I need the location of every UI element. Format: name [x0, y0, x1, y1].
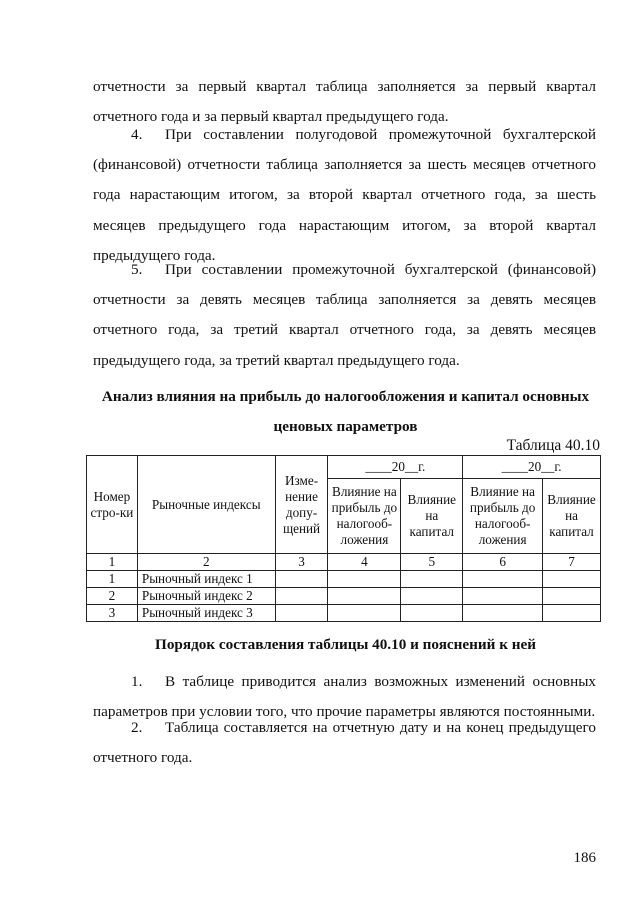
- text-line: При составлении полугодовой промежуточной бухгалтерской: [165, 126, 596, 143]
- header-profit-influence: Влияние на прибыль до налогооб-ложения: [328, 479, 401, 554]
- table-cell: [328, 588, 401, 605]
- table-row: [87, 605, 601, 622]
- table-cell: [401, 605, 463, 622]
- column-number: 1: [87, 554, 138, 571]
- row-number: 1: [87, 571, 138, 588]
- text-line: месяцев предыдущего года нарастающим итогом, за второй квартал: [93, 216, 596, 234]
- text-line: предыдущего года.: [93, 246, 216, 264]
- text-line: При составлении промежуточной бухгалтерской (финансовой): [165, 261, 596, 278]
- header-market-indices: Рыночные индексы: [137, 456, 275, 554]
- header-year-current: ____20__г.: [328, 456, 463, 479]
- table-caption: Таблица 40.10: [506, 437, 600, 454]
- paragraph-number: 4.: [131, 126, 143, 143]
- paragraph-4: [93, 120, 596, 271]
- text-line: В таблице приводится анализ возможных изменений основных: [165, 673, 596, 690]
- text-line: (финансовой) отчетности таблица заполняется за шесть месяцев отчетного: [93, 156, 596, 174]
- paragraph-5: [93, 255, 596, 376]
- page-number: 186: [573, 850, 596, 866]
- section-heading-procedure: Порядок составления таблицы 40.10 и пояснений к ней: [155, 636, 536, 653]
- text-line: отчетности за девять месяцев таблица заполняется за девять месяцев: [93, 291, 596, 309]
- heading-line: ценовых параметров: [273, 418, 418, 435]
- market-index-table: [86, 455, 601, 622]
- table-cell: [463, 588, 543, 605]
- text-line-first: [93, 713, 596, 743]
- header-year-previous: ____20__г.: [463, 456, 601, 479]
- column-number: 4: [328, 554, 401, 571]
- table-cell: [328, 571, 401, 588]
- column-number: 6: [463, 554, 543, 571]
- text-line-first: [93, 120, 596, 150]
- table-cell: [463, 571, 543, 588]
- header-change: Изме-нение допу-щений: [275, 456, 328, 554]
- table-row: [87, 588, 601, 605]
- table-cell: [543, 588, 601, 605]
- row-label: Рыночный индекс 2: [137, 588, 275, 605]
- text-line: отчетного года и за первый квартал предыдущего года.: [93, 108, 449, 126]
- text-line: предыдущего года, за третий квартал предыдущего года.: [93, 351, 460, 369]
- paragraph-number: 5.: [131, 261, 143, 278]
- table-cell: [543, 571, 601, 588]
- table-cell: [328, 605, 401, 622]
- text-line: отчетности за первый квартал таблица заполняется за первый квартал: [93, 78, 596, 95]
- column-number: 5: [401, 554, 463, 571]
- text-line: отчетного года, за третий квартал отчетного года, за девять месяцев: [93, 321, 596, 339]
- row-number: 3: [87, 605, 138, 622]
- text-line: параметров при условии того, что прочие параметры являются постоянными.: [93, 703, 596, 721]
- header-capital-influence: Влияние на капитал: [543, 479, 601, 554]
- header-row-number: Номер стро-ки: [87, 456, 138, 554]
- table-row: [87, 571, 601, 588]
- paragraph-number: 1.: [131, 673, 143, 690]
- note-2: [93, 713, 596, 773]
- table-cell: [275, 605, 328, 622]
- text-line: Таблица составляется на отчетную дату и на конец предыдущего: [165, 719, 596, 736]
- table-cell: [275, 588, 328, 605]
- paragraph-number: 2.: [131, 719, 143, 736]
- table-cell: [401, 571, 463, 588]
- table-cell: [543, 605, 601, 622]
- row-label: Рыночный индекс 1: [137, 571, 275, 588]
- text-line: отчетного года.: [93, 749, 193, 767]
- column-number: 2: [137, 554, 275, 571]
- table-cell: [275, 571, 328, 588]
- column-number: 7: [543, 554, 601, 571]
- row-number: 2: [87, 588, 138, 605]
- header-profit-influence: Влияние на прибыль до налогооб-ложения: [463, 479, 543, 554]
- table-cell: [463, 605, 543, 622]
- section-heading: [93, 382, 598, 442]
- text-line: года нарастающим итогом, за второй квартал отчетного года, за шесть: [93, 186, 596, 204]
- column-number: 3: [275, 554, 328, 571]
- row-label: Рыночный индекс 3: [137, 605, 275, 622]
- text-line-first: [93, 255, 596, 285]
- header-capital-influence: Влияние на капитал: [401, 479, 463, 554]
- heading-line: Анализ влияния на прибыль до налогообложения и капитал основных: [101, 388, 590, 405]
- text-line-first: [93, 667, 596, 697]
- table-cell: [401, 588, 463, 605]
